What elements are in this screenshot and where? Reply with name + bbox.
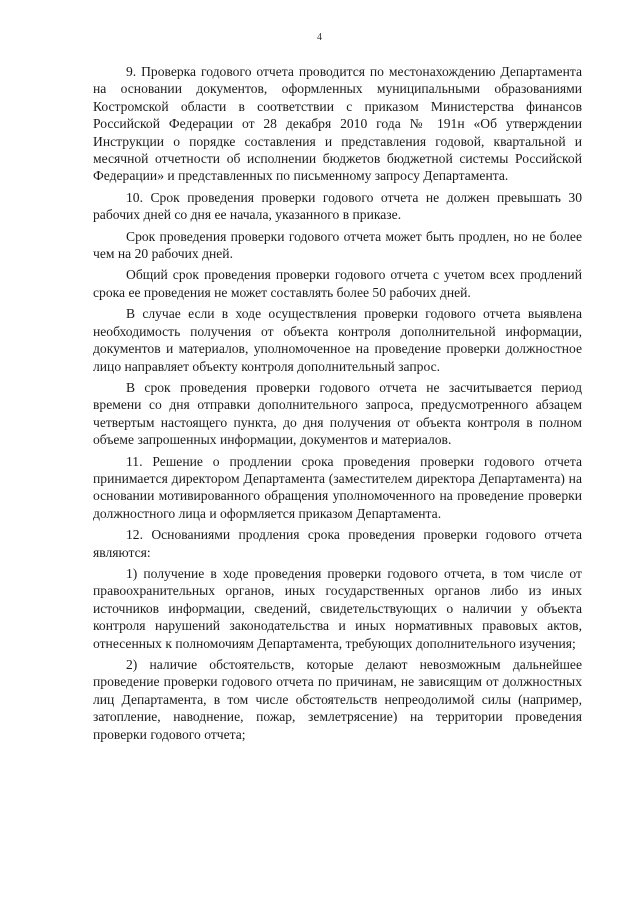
paragraph-item-9: 9. Проверка годового отчета проводится по местонахождению Департамента на основании документов, оформленных муниципальными образованиями Костромской области в соответствии с приказом Министерства финансов Российской Федерации от 28 декабря 2010 года № 191н «Об утверждении Инструкции о порядке составления и представления годовой, квартальной и месячной отчетности об исполнении бюджетов бюджетной системы Российской Федерации» и представленных по письменному запросу Департамента. bbox=[93, 64, 582, 184]
paragraph-item-12: 12. Основаниями продления срока проведения проверки годового отчета являются: bbox=[93, 527, 582, 560]
document-body bbox=[93, 63, 582, 743]
paragraph-period-not-counted: В срок проведения проверки годового отчета не засчитывается период времени со дня отправки дополнительного запроса, предусмотренного абзацем четвертым настоящего пункта, до дня получения от объекта контроля в полном объеме запрошенных информации, документов и материалов. bbox=[93, 379, 582, 448]
paragraph-total-term: Общий срок проведения проверки годового отчета с учетом всех продлений срока ее проведения не может составлять более 50 рабочих дней. bbox=[93, 267, 582, 300]
page-number: 4 bbox=[317, 32, 322, 43]
paragraph-extension-limit: Срок проведения проверки годового отчета может быть продлен, но не более чем на 20 рабочих дней. bbox=[93, 228, 582, 262]
paragraph-item-11: 11. Решение о продлении срока проведения проверки годового отчета принимается директором Департамента (заместителем директора Департамента) на основании мотивированного обращения уполномоченного на проведение проверки должностного лица и оформляется приказом Департамента. bbox=[93, 453, 582, 521]
paragraph-subitem-1: 1) получение в ходе проведения проверки годового отчета, в том числе от правоохранительных органов, иных государственных органов либо из иных источников информации, сведений, свидетельствующих о наличии у объекта контроля нарушений законодательства и иных нормативных правовых актов, отнесенных к полномочиям Департамента, требующих дополнительного изучения; bbox=[93, 565, 582, 651]
paragraph-additional-request: В случае если в ходе осуществления проверки годового отчета выявлена необходимость получения от объекта контроля дополнительной информации, документов и материалов, уполномоченное на проведение проверки должностное лицо направляет объекту контроля дополнительный запрос. bbox=[93, 306, 582, 374]
paragraph-item-10: 10. Срок проведения проверки годового отчета не должен превышать 30 рабочих дней со дня ее начала, указанного в приказе. bbox=[93, 189, 582, 223]
paragraph-subitem-2: 2) наличие обстоятельств, которые делают невозможным дальнейшее проведение проверки годового отчета по причинам, не зависящим от должностных лиц Департамента, в том числе обстоятельств непреодолимой силы (например, затопление, наводнение, пожар, землетрясение) на территории проведения проверки годового отчета; bbox=[93, 657, 582, 742]
